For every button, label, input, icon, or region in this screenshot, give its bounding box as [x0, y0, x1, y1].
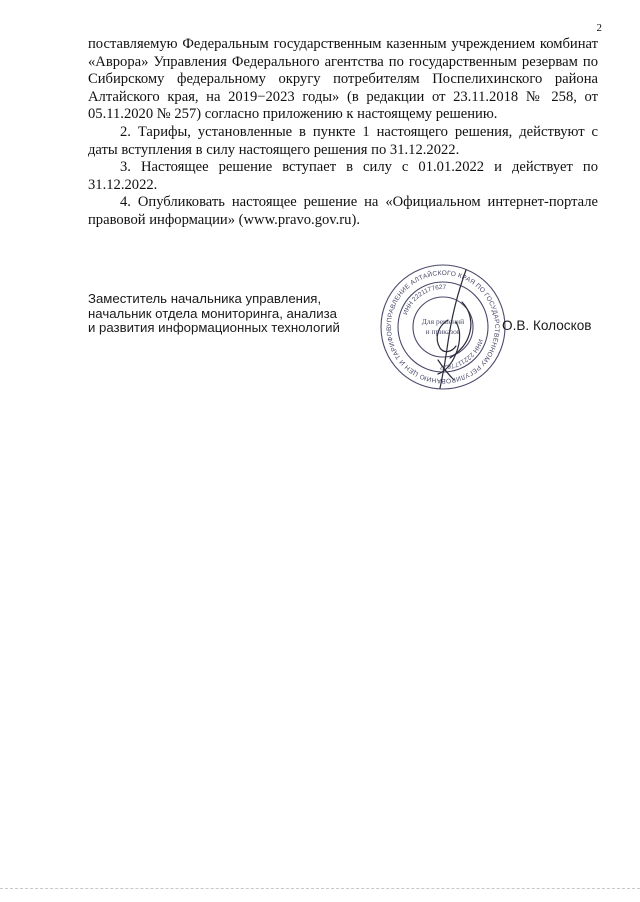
- signer-position-line: и развития информационных технологий: [88, 320, 340, 336]
- signer-position-line: Заместитель начальника управления,: [88, 291, 322, 306]
- paragraph-item-3: 3. Настоящее решение вступает в силу с 01.01.2022 и действует по 31.12.2022.: [88, 159, 598, 193]
- signature-block: [88, 269, 608, 408]
- page-number: 2: [596, 22, 602, 34]
- scan-edge-line: [0, 888, 640, 889]
- paragraph-item-2: 2. Тарифы, установленные в пункте 1 настоящего решения, действуют с даты вступления в силу настоящего решения по 31.12.2022.: [88, 123, 598, 158]
- signer-position-line: начальник отдела мониторинга, анализа: [88, 305, 337, 321]
- paragraph-continuation: поставляемую Федеральным государственным казенным учреждением комбинат «Аврора» Управления Федерального агентства по государственным резервам по Сибирскому федеральному округу потребителям Поспелихинского района Алтайского края, на 2019−2023 годы» (в редакции от 23.11.2018 № 258, от 05.11.2020 № 257) согласно приложению к настоящему решению.: [88, 36, 598, 123]
- stamp-center-text: и приказов: [425, 327, 461, 336]
- document-body: [88, 36, 598, 230]
- official-seal-stamp: [378, 262, 508, 392]
- stamp-inn-text: ИНН 2221177627: [402, 283, 447, 316]
- signer-name: О.В. Колосков: [502, 318, 592, 333]
- paragraph-item-4: 4. Опубликовать настоящее решение на «Официальном интернет-портале правовой информации» (www.pravo.gov.ru).: [88, 194, 598, 228]
- signer-position: [88, 292, 340, 336]
- stamp-ring-text: УПРАВЛЕНИЕ АЛТАЙСКОГО КРАЯ ПО ГОСУДАРСТВЕННОМУ РЕГУЛИРОВАНИЮ ЦЕН И ТАРИФОВ: [385, 269, 501, 385]
- stamp-inn-text: ИНН 2221177627: [439, 338, 484, 371]
- stamp-center-text: Для решений: [421, 317, 465, 326]
